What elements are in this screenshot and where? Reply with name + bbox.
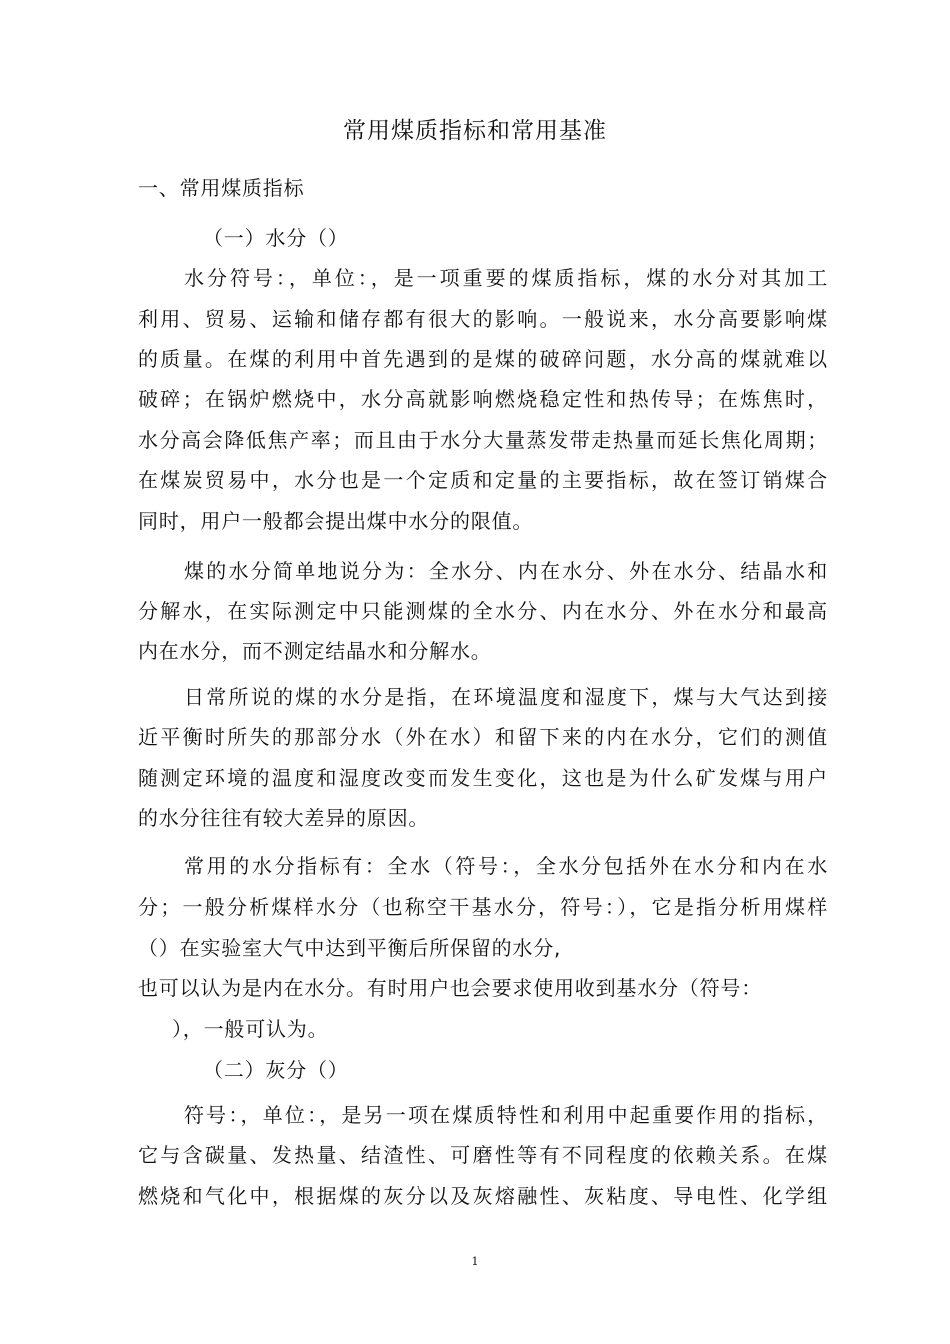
subsection-heading-ash: （二）灰分（） — [203, 1058, 349, 1082]
subsection-heading-moisture: （一）水分（） — [203, 226, 349, 250]
paragraph-line: 常用的水分指标有：全水（符号：，全水分包括外在水分和内在水 — [184, 854, 828, 878]
section-heading: 一、常用煤质指标 — [138, 176, 305, 200]
paragraph-line: 分；一般分析煤样水分（也称空干基水分，符号：），它是指分析用煤样 — [138, 895, 828, 919]
paragraph-line: 它与含碳量、发热量、结渣性、可磨性等有不同程度的依赖关系。在煤 — [138, 1143, 828, 1167]
paragraph-line: 随测定环境的温度和湿度改变而发生变化，这也是为什么矿发煤与用户 — [138, 766, 828, 790]
paragraph-line: 分解水，在实际测定中只能测煤的全水分、内在水分、外在水分和最高 — [138, 599, 828, 623]
paragraph-line: 水分符号：，单位：，是一项重要的煤质指标，煤的水分对其加工 — [184, 266, 828, 290]
paragraph-line: ），一般可认为。 — [172, 1017, 329, 1041]
paragraph-line: 的质量。在煤的利用中首先遇到的是煤的破碎问题，水分高的煤就难以 — [138, 347, 828, 371]
paragraph-line: 内在水分，而不测定结晶水和分解水。 — [138, 639, 492, 663]
paragraph-line: 在煤炭贸易中，水分也是一个定质和定量的主要指标，故在签订销煤合 — [138, 468, 828, 492]
paragraph-line: 利用、贸易、运输和储存都有很大的影响。一般说来，水分高要影响煤 — [138, 307, 828, 331]
paragraph-line: 水分高会降低焦产率；而且由于水分大量蒸发带走热量而延长焦化周期； — [138, 428, 828, 452]
paragraph-line: 燃烧和气化中，根据煤的灰分以及灰熔融性、灰粘度、导电性、化学组 — [138, 1184, 828, 1208]
paragraph-line: 的水分往往有较大差异的原因。 — [138, 806, 430, 830]
paragraph-line: 破碎；在锅炉燃烧中，水分高就影响燃烧稳定性和热传导；在炼焦时， — [138, 387, 828, 411]
paragraph-line: 近平衡时所失的那部分水（外在水）和留下来的内在水分，它们的测值 — [138, 725, 828, 749]
document-title: 常用煤质指标和常用基准 — [343, 118, 607, 144]
page-number: 1 — [471, 1255, 479, 1268]
paragraph-line: 符号：，单位：，是另一项在煤质特性和利用中起重要作用的指标， — [184, 1103, 828, 1127]
paragraph-line: 日常所说的煤的水分是指，在环境温度和湿度下，煤与大气达到接 — [184, 685, 828, 709]
paragraph-line: 也可以认为是内在水分。有时用户也会要求使用收到基水分（符号： — [138, 976, 762, 1000]
paragraph-line: （）在实验室大气中达到平衡后所保留的水分, — [138, 936, 562, 960]
paragraph-line: 煤的水分简单地说分为：全水分、内在水分、外在水分、结晶水和 — [184, 559, 828, 583]
paragraph-line: 同时，用户一般都会提出煤中水分的限值。 — [138, 509, 534, 533]
